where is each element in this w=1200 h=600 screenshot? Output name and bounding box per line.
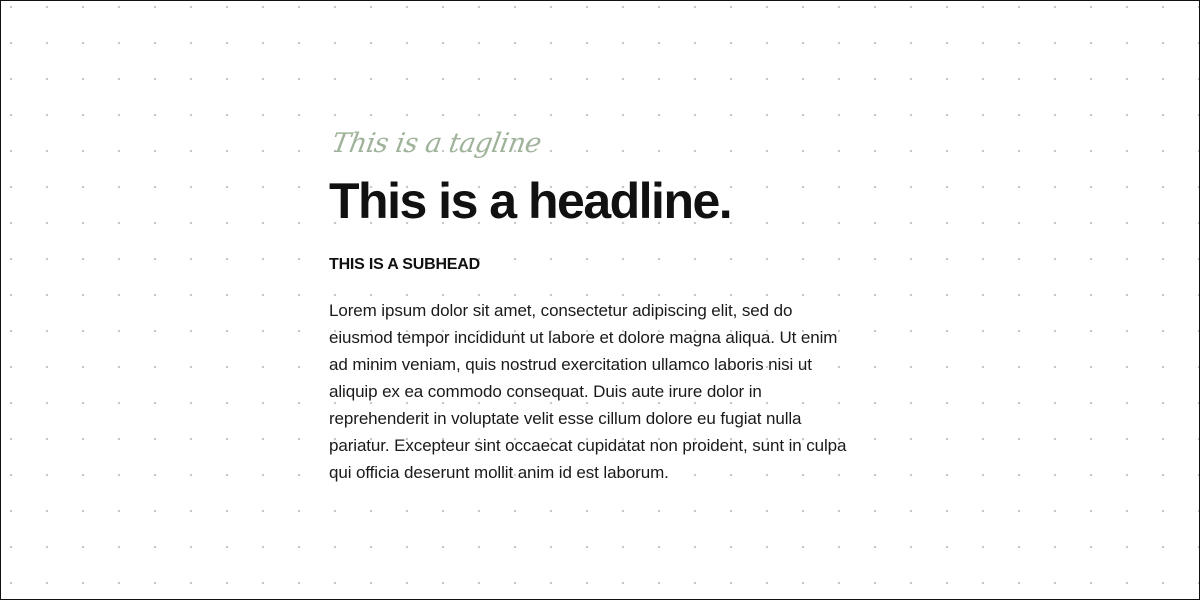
tagline: This is a tagline — [329, 128, 544, 159]
headline: This is a headline. — [329, 173, 732, 229]
text-block — [329, 127, 869, 486]
body-paragraph: Lorem ipsum dolor sit amet, consectetur adipiscing elit, sed do eiusmod tempor incididunt ut labore et dolore magna aliqua. Ut enim ad minim veniam, quis nostrud exercitation ullamco laboris nisi ut aliquip ex ea commodo consequat. Duis aute irure dolor in reprehenderit in voluptate velit esse cillum dolore eu fugiat nulla pariatur. Excepteur sint occaecat cupidatat non proident, sunt in culpa qui officia deserunt mollit anim id est laborum. — [329, 301, 847, 482]
subhead: THIS IS A SUBHEAD — [329, 256, 480, 273]
